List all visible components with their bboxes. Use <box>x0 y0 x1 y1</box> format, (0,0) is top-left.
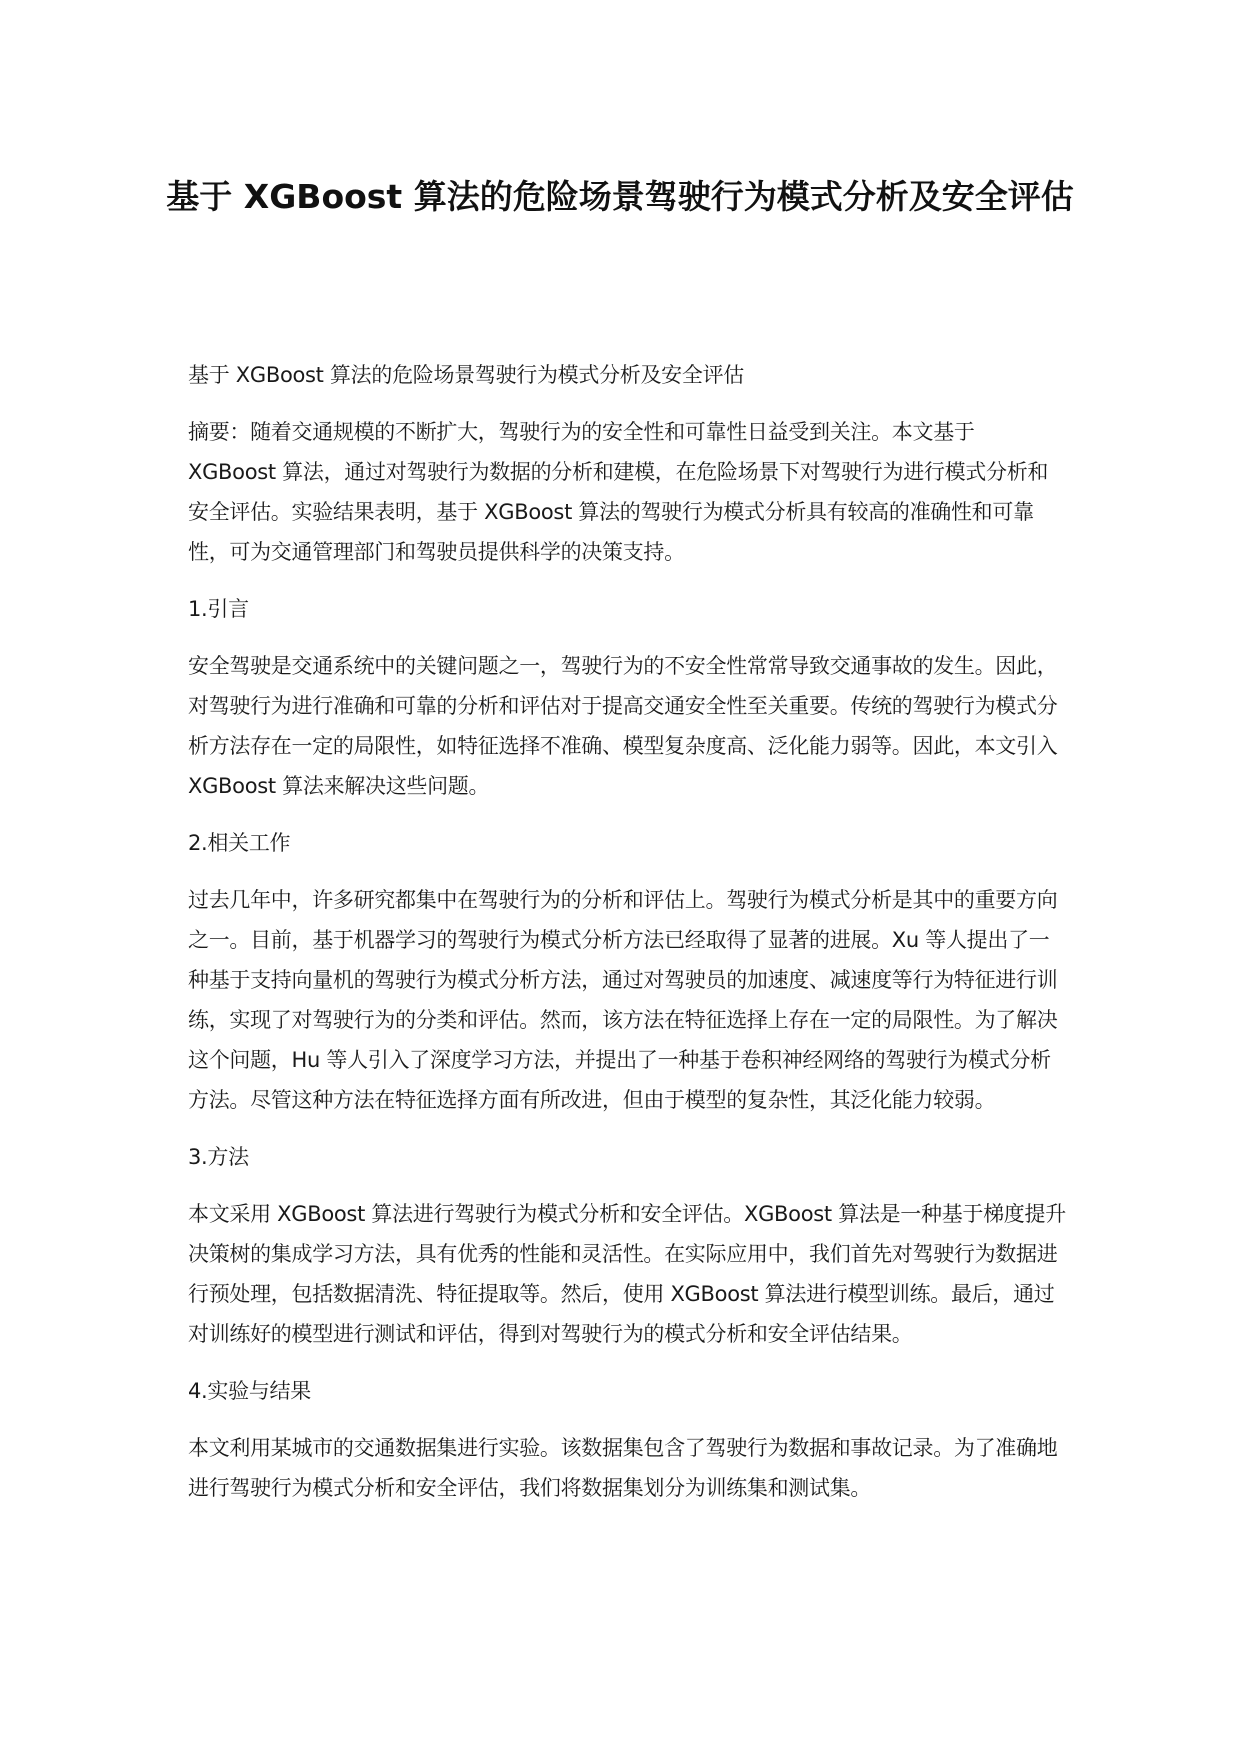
section-heading-method: 3.方法 <box>188 1145 249 1169</box>
section-heading-related-work: 2.相关工作 <box>188 831 291 855</box>
abstract-paragraph: 摘要：随着交通规模的不断扩大，驾驶行为的安全性和可靠性日益受到关注。本文基于 XGBoost 算法，通过对驾驶行为数据的分析和建模，在危险场景下对驾驶行为进行模式分析和安全评估。实验结果表明，基于 XGBoost 算法的驾驶行为模式分析具有较高的准确性和可靠性，可为交通管理部门和驾驶员提供科学的决策支持。 <box>188 420 1049 564</box>
section-text-method: 本文采用 XGBoost 算法进行驾驶行为模式分析和安全评估。XGBoost 算法是一种基于梯度提升决策树的集成学习方法，具有优秀的性能和灵活性。在实际应用中，我们首先对驾驶行为数据进行预处理，包括数据清洗、特征提取等。然后，使用 XGBoost 算法进行模型训练。最后，通过对训练好的模型进行测试和评估，得到对驾驶行为的模式分析和安全评估结果。 <box>188 1202 1066 1346</box>
section-text-introduction: 安全驾驶是交通系统中的关键问题之一，驾驶行为的不安全性常常导致交通事故的发生。因此，对驾驶行为进行准确和可靠的分析和评估对于提高交通安全性至关重要。传统的驾驶行为模式分析方法存在一定的局限性，如特征选择不准确、模型复杂度高、泛化能力弱等。因此，本文引入 XGBoost 算法来解决这些问题。 <box>188 654 1058 798</box>
section-heading-introduction: 1.引言 <box>188 597 249 621</box>
section-heading-experiments: 4.实验与结果 <box>188 1379 311 1403</box>
document-subtitle: 基于 XGBoost 算法的危险场景驾驶行为模式分析及安全评估 <box>188 363 744 387</box>
section-text-experiments: 本文利用某城市的交通数据集进行实验。该数据集包含了驾驶行为数据和事故记录。为了准确地进行驾驶行为模式分析和安全评估，我们将数据集划分为训练集和测试集。 <box>188 1436 1058 1500</box>
section-text-related-work: 过去几年中，许多研究都集中在驾驶行为的分析和评估上。驾驶行为模式分析是其中的重要方向之一。目前，基于机器学习的驾驶行为模式分析方法已经取得了显著的进展。Xu 等人提出了一种基于支持向量机的驾驶行为模式分析方法，通过对驾驶员的加速度、减速度等行为特征进行训练，实现了对驾驶行为的分类和评估。然而，该方法在特征选择上存在一定的局限性。为了解决这个问题，Hu 等人引入了深度学习方法，并提出了一种基于卷积神经网络的驾驶行为模式分析方法。尽管这种方法在特征选择方面有所改进，但由于模型的复杂性，其泛化能力较弱。 <box>188 888 1058 1112</box>
document-body <box>188 355 1068 1525</box>
document-title: 基于 XGBoost 算法的危险场景驾驶行为模式分析及安全评估 <box>166 177 1074 216</box>
